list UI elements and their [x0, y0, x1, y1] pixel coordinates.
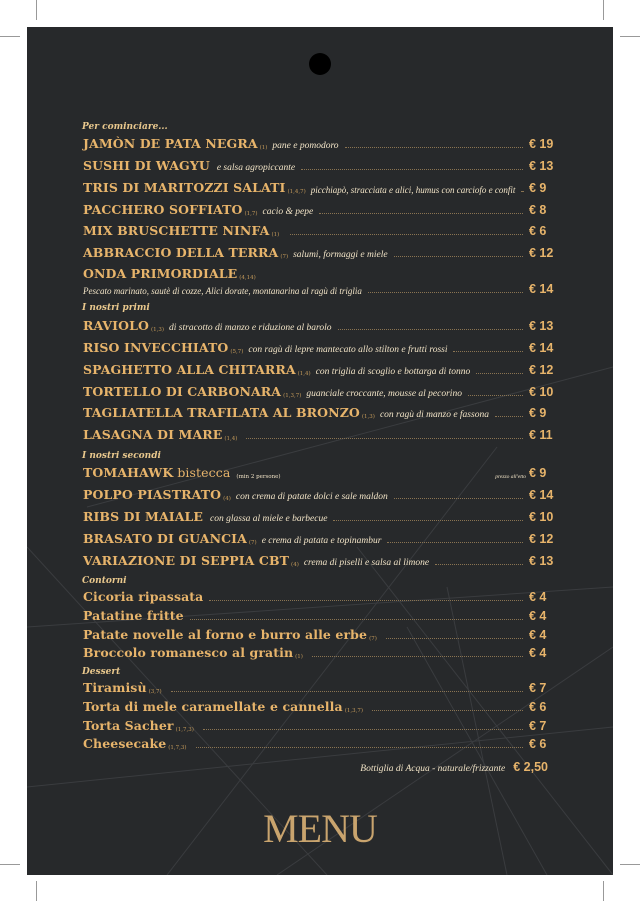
item-name: RISO INVECCHIATO	[83, 340, 229, 355]
menu-item	[83, 508, 553, 524]
menu-page	[27, 27, 613, 875]
menu-item	[83, 404, 553, 420]
item-price: € 8	[529, 203, 547, 217]
dot-leader	[387, 541, 523, 543]
allergen-codes: (5,7)	[230, 349, 244, 355]
item-name: Cheesecake	[83, 736, 167, 751]
item-name: LASAGNA DI MARE	[83, 427, 223, 442]
menu-item	[83, 717, 553, 733]
item-name: SPAGHETTO ALLA CHITARRA	[83, 362, 296, 377]
dot-leader	[394, 497, 523, 499]
hanging-hole	[309, 53, 331, 75]
item-name: TORTELLO DI CARBONARA	[83, 384, 282, 399]
item-name: TRIS DI MARITOZZI SALATI	[83, 180, 286, 195]
item-description: guanciale croccante, mousse al pecorino	[306, 389, 462, 399]
allergen-codes: (1,7,3)	[168, 745, 187, 751]
menu-item	[83, 464, 553, 480]
dot-leader	[386, 637, 523, 639]
item-name: Tiramisù	[83, 680, 147, 695]
crop-mark	[0, 864, 20, 865]
item-name: Torta di mele caramellate e cannella	[83, 699, 343, 714]
water-price: € 2,50	[513, 760, 548, 774]
menu-item	[83, 222, 553, 238]
allergen-codes: (1,3)	[361, 414, 375, 420]
item-price: € 4	[529, 609, 547, 623]
dot-leader	[495, 415, 523, 417]
menu-item	[83, 383, 553, 399]
item-name: TAGLIATELLA TRAFILATA AL BRONZO	[83, 405, 360, 420]
allergen-codes: (1,3,7)	[344, 708, 363, 714]
dot-leader	[301, 168, 523, 170]
item-price: € 10	[529, 510, 554, 524]
allergen-codes: (7)	[280, 254, 289, 260]
allergen-codes: (1,4)	[297, 371, 311, 377]
item-description: pane e pomodoro	[272, 141, 339, 151]
item-name: Patate novelle al forno e burro alle erbe	[83, 627, 368, 642]
item-name: SUSHI DI WAGYU	[83, 158, 210, 173]
item-name: Cicoria ripassata	[83, 589, 204, 604]
allergen-codes: (7)	[369, 636, 377, 642]
allergen-codes: (1,4,7)	[287, 189, 306, 195]
item-name: RAVIOLO	[83, 318, 149, 333]
item-description: con crema di patate dolci e sale maldon	[235, 492, 388, 502]
water-label: Bottiglia di Acqua - naturale/frizzante	[360, 764, 506, 774]
item-price: € 9	[529, 406, 547, 420]
item-description: crema di piselli e salsa al limone	[303, 558, 430, 568]
item-price: € 7	[529, 681, 547, 695]
menu-item	[83, 265, 553, 281]
dot-leader	[476, 372, 523, 374]
item-name: Torta Sacher	[83, 718, 174, 733]
allergen-codes: (4)	[223, 496, 231, 502]
item-name: RIBS DI MAIALE	[83, 509, 204, 524]
item-price: € 10	[529, 385, 554, 399]
dot-leader	[190, 618, 523, 620]
menu-item	[83, 552, 553, 568]
crop-mark	[36, 0, 37, 20]
item-price: € 4	[529, 646, 547, 660]
dot-leader	[333, 519, 523, 521]
item-price: € 11	[529, 428, 553, 442]
dot-leader	[290, 233, 523, 235]
item-price: € 14	[529, 341, 554, 355]
item-price: € 7	[529, 719, 547, 733]
dot-leader	[372, 709, 523, 711]
menu-item-description-row	[83, 280, 553, 296]
allergen-codes: (4,14)	[239, 275, 256, 281]
menu-item	[83, 735, 553, 751]
item-name: Patatine fritte	[83, 608, 184, 623]
item-description: e crema di patata e topinambur	[261, 536, 382, 546]
section-contorni-title: Contorni	[82, 576, 127, 586]
dot-leader	[338, 328, 523, 330]
item-price: € 13	[529, 319, 554, 333]
item-price: € 12	[529, 246, 554, 260]
item-price: € 14	[529, 488, 554, 502]
menu-item	[83, 679, 553, 695]
item-price: € 12	[529, 363, 554, 377]
dot-leader	[312, 655, 523, 657]
item-price: € 9	[529, 466, 547, 480]
dot-leader	[435, 563, 523, 565]
dot-leader	[368, 291, 523, 293]
menu-item	[83, 157, 553, 173]
menu-title: MENU	[263, 806, 377, 851]
menu-item	[83, 426, 553, 442]
menu-item	[83, 361, 553, 377]
item-description: con ragù di manzo e fassona	[379, 410, 489, 420]
item-price: € 14	[529, 282, 554, 296]
item-price: € 6	[529, 700, 547, 714]
item-name: BRASATO DI GUANCIA	[83, 531, 247, 546]
section-secondi-title: I nostri secondi	[82, 451, 161, 461]
dot-leader	[319, 212, 523, 214]
item-description: Pescato marinato, sautè di cozze, Alici dorate, montanarina al ragù di triglia	[83, 286, 362, 296]
dot-leader	[209, 599, 523, 601]
item-name: Broccolo romanesco al gratin	[83, 645, 294, 660]
menu-item	[83, 339, 553, 355]
item-price: € 6	[529, 224, 547, 238]
menu-item	[83, 530, 553, 546]
allergen-codes: (4)	[291, 562, 299, 568]
item-name: MIX BRUSCHETTE NINFA	[83, 223, 270, 238]
item-description: con ragù di lepre mantecato allo stilton e frutti rossi	[248, 345, 448, 355]
item-price: € 4	[529, 590, 547, 604]
item-description: con glassa al miele e barbecue	[210, 514, 328, 524]
allergen-codes: (1,4)	[224, 436, 238, 442]
dot-leader	[468, 394, 523, 396]
dot-leader	[171, 690, 523, 692]
allergen-codes: (1,3,7)	[283, 393, 302, 399]
item-price: € 12	[529, 532, 554, 546]
item-name: PACCHERO SOFFIATO	[83, 202, 243, 217]
item-price: € 19	[529, 137, 554, 151]
crop-mark	[620, 864, 640, 865]
item-price: € 4	[529, 628, 547, 642]
dot-leader	[521, 190, 523, 192]
item-description: picchiapò, stracciata e alici, humus con carciofo e confit	[310, 185, 516, 195]
allergen-codes: (1)	[295, 654, 303, 660]
allergen-codes: (7)	[248, 540, 257, 546]
crop-mark	[620, 36, 640, 37]
item-price: € 13	[529, 159, 554, 173]
crop-mark	[36, 881, 37, 901]
dot-leader	[453, 350, 523, 352]
menu-item	[83, 244, 553, 260]
water-item	[358, 756, 548, 775]
allergen-codes: (1)	[271, 232, 280, 238]
allergen-codes: (1,7)	[244, 211, 258, 217]
menu-item	[83, 698, 553, 714]
dot-leader	[203, 728, 523, 730]
dot-leader	[345, 146, 523, 148]
menu-item	[83, 626, 553, 642]
crop-mark	[603, 0, 604, 20]
crop-mark	[0, 36, 20, 37]
section-primi-title: I nostri primi	[82, 303, 150, 313]
allergen-codes: (3,7)	[148, 689, 162, 695]
item-price: € 9	[529, 181, 547, 195]
item-note: (min 2 persone)	[236, 474, 281, 480]
menu-item	[83, 486, 553, 502]
allergen-codes: (1,7,3)	[175, 727, 194, 733]
item-price: € 6	[529, 737, 547, 751]
item-description: cacio & pepe	[262, 207, 314, 217]
dot-leader	[196, 746, 523, 748]
menu-item	[83, 607, 553, 623]
allergen-codes: (1,3)	[151, 327, 165, 333]
menu-item	[83, 135, 553, 151]
item-description: e salsa agropiccante	[216, 163, 296, 173]
item-description: di stracotto di manzo e riduzione al barolo	[169, 323, 332, 333]
dot-leader	[394, 255, 523, 257]
item-name-suffix: bistecca	[177, 465, 231, 480]
item-name: ABBRACCIO DELLA TERRA	[83, 245, 279, 260]
section-dessert-title: Dessert	[82, 667, 121, 677]
menu-item	[83, 179, 553, 195]
item-price: € 13	[529, 554, 554, 568]
item-name: VARIAZIONE DI SEPPIA CBT	[83, 553, 290, 568]
menu-item	[83, 201, 553, 217]
item-name: POLPO PIASTRATO	[83, 487, 222, 502]
dot-leader	[246, 437, 523, 439]
allergen-codes: (1)	[259, 145, 268, 151]
item-name: ONDA PRIMORDIALE	[83, 266, 238, 281]
item-description: con triglia di scoglio e bottarga di tonno	[315, 367, 471, 377]
item-name: TOMAHAWK	[83, 465, 174, 480]
menu-item	[83, 588, 553, 604]
price-note: prezzo all'etto	[495, 474, 526, 480]
menu-item	[83, 644, 553, 660]
item-description: salumi, formaggi e miele	[293, 250, 388, 260]
item-name: JAMÒN DE PATA NEGRA	[83, 136, 258, 151]
section-antipasti-title: Per cominciare...	[82, 122, 168, 132]
crop-mark	[603, 881, 604, 901]
menu-item	[83, 317, 553, 333]
